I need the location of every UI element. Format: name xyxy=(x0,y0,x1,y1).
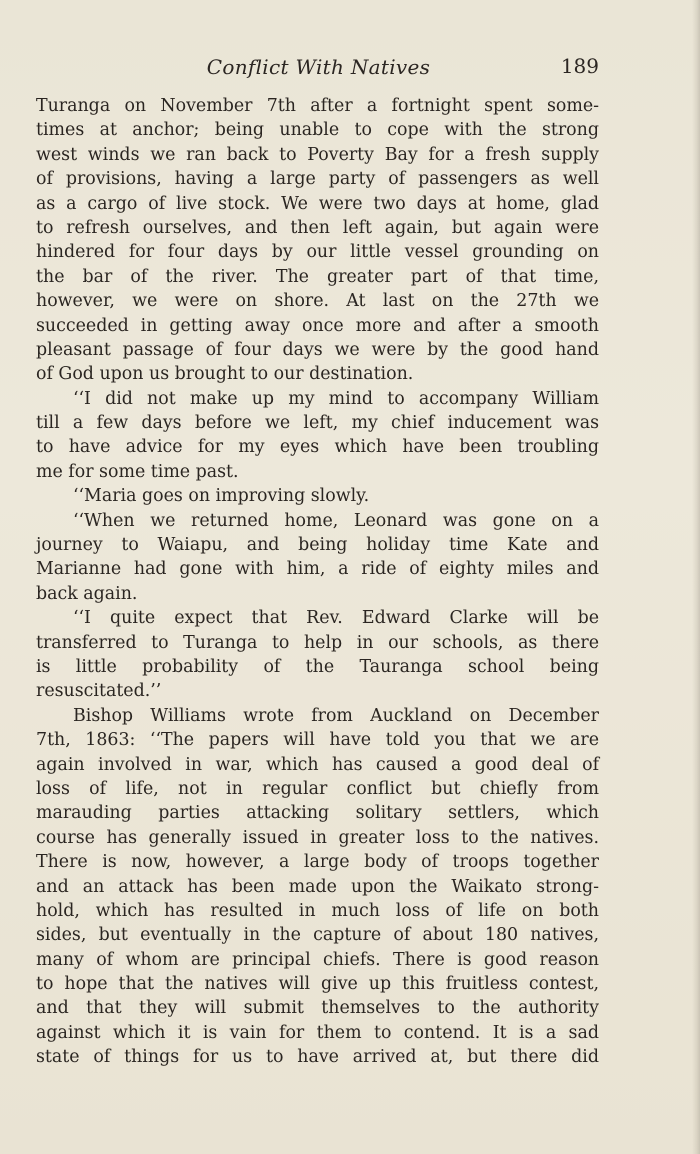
text-line: west winds we ran back to Poverty Bay for a fresh supply xyxy=(36,144,599,165)
text-line: succeeded in getting away once more and after a smooth xyxy=(36,315,599,336)
text-line: of provisions, having a large party of passengers as well xyxy=(36,169,599,190)
text-line: the bar of the river. The greater part of that time, xyxy=(36,266,599,287)
text-line: ‘‘I quite expect that Rev. Edward Clarke will be xyxy=(73,608,599,629)
text-line: hold, which has resulted in much loss of life on both xyxy=(36,900,599,921)
text-line: till a few days before we left, my chief inducement was xyxy=(36,413,599,434)
text-line: to refresh ourselves, and then left again, but again were xyxy=(36,217,599,238)
text-line: Turanga on November 7th after a fortnight spent some- xyxy=(36,96,599,116)
text-line: me for some time past. xyxy=(36,461,239,482)
text-line: state of things for us to have arrived at, but there did xyxy=(36,1047,599,1068)
running-title: Conflict With Natives xyxy=(206,55,431,79)
text-line: against which it is vain for them to contend. It is a sad xyxy=(36,1022,599,1043)
body-text xyxy=(36,94,599,1070)
text-line: to have advice for my eyes which have been troubling xyxy=(36,437,599,458)
text-line: many of whom are principal chiefs. There is good reason xyxy=(36,949,599,970)
text-line: ‘‘I did not make up my mind to accompany William xyxy=(73,388,599,409)
text-line: however, we were on shore. At last on the 27th we xyxy=(36,291,599,312)
text-line: and that they will submit themselves to the authority xyxy=(36,998,599,1019)
text-line: and an attack has been made upon the Waikato strong- xyxy=(36,876,599,897)
text-line: hindered for four days by our little vessel grounding on xyxy=(36,242,599,263)
text-line: Marianne had gone with him, a ride of eighty miles and xyxy=(36,559,599,580)
text-line: There is now, however, a large body of troops together xyxy=(36,852,599,873)
text-line: course has generally issued in greater loss to the natives. xyxy=(36,827,599,848)
text-line: back again. xyxy=(36,583,138,604)
text-line: resuscitated.’’ xyxy=(36,681,162,702)
text-line: is little probability of the Tauranga school being xyxy=(36,656,599,677)
page-number: 189 xyxy=(560,54,599,78)
text-line: to hope that the natives will give up this fruitless contest, xyxy=(36,974,599,995)
text-line: 7th, 1863: ‘‘The papers will have told you that we are xyxy=(36,730,599,751)
text-line: again involved in war, which has caused a good deal of xyxy=(36,754,599,775)
text-line: Bishop Williams wrote from Auckland on December xyxy=(73,705,599,726)
page-header xyxy=(36,55,601,83)
text-line: journey to Waiapu, and being holiday time Kate and xyxy=(36,535,599,556)
text-line: ‘‘Maria goes on improving slowly. xyxy=(73,486,370,507)
text-line: sides, but eventually in the capture of about 180 natives, xyxy=(36,925,599,946)
text-line: loss of life, not in regular conflict but chiefly from xyxy=(36,778,599,799)
text-line: times at anchor; being unable to cope with the strong xyxy=(36,120,599,141)
text-line: marauding parties attacking solitary settlers, which xyxy=(36,803,599,824)
text-line: pleasant passage of four days we were by the good hand xyxy=(36,339,599,360)
text-line: of God upon us brought to our destination. xyxy=(36,364,414,385)
text-line: as a cargo of live stock. We were two days at home, glad xyxy=(36,193,599,214)
text-line: transferred to Turanga to help in our schools, as there xyxy=(36,632,599,653)
text-line: ‘‘When we returned home, Leonard was gone on a xyxy=(73,510,599,531)
page-edge-shadow xyxy=(692,0,700,1154)
